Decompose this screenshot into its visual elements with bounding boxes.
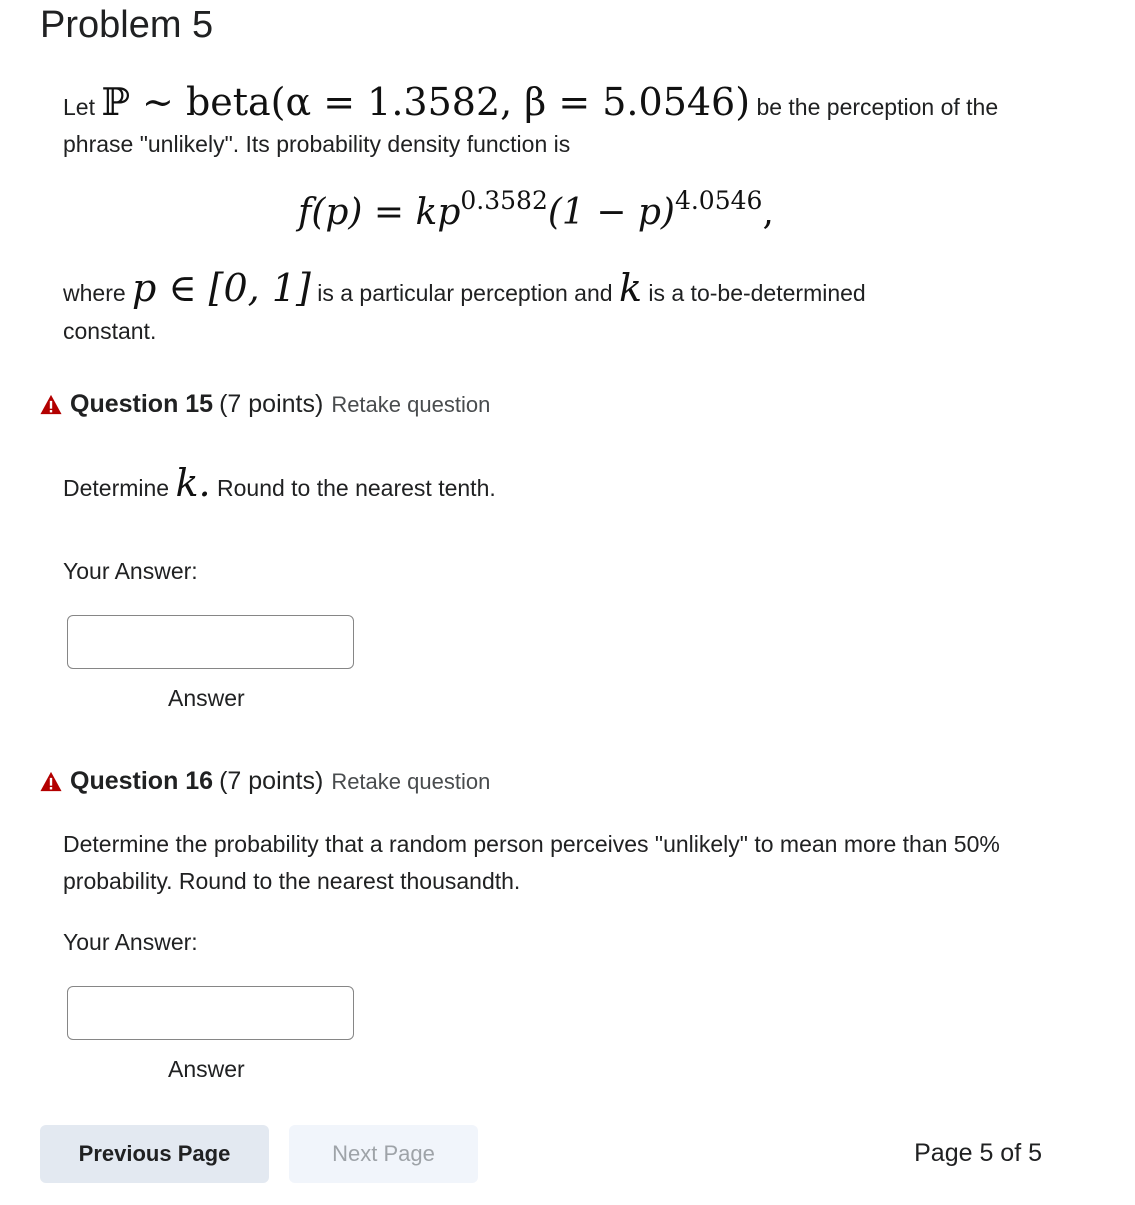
question-16-answer-input[interactable] [67,986,354,1040]
where-rest: is a particular perception and [317,280,613,306]
answer-field-label: Answer [168,1056,245,1082]
question-16-title: Question 16 [70,767,214,795]
question-16-points: (7 points) [219,767,324,795]
formula-lhs: f(p) = kp [298,192,461,233]
k-symbol: k [618,266,642,310]
formula-exponent-2: 4.0546 [674,186,763,215]
problem-where-line [63,266,866,310]
next-page-button[interactable]: Next Page [289,1125,478,1183]
pdf-formula [298,186,774,233]
beta-distribution-math: ℙ ∼ beta(α = 1.3582, β = 5.0546) [101,80,751,124]
answer-field-label: Answer [168,685,245,711]
k-symbol: k. [175,461,211,505]
question-15-points: (7 points) [219,390,324,418]
prompt-pre: Determine [63,475,170,501]
intro-let: Let [63,94,95,120]
page-title: Problem 5 [40,4,214,46]
warning-icon [40,394,62,416]
question-15-answer-input[interactable] [67,615,354,669]
problem-intro-line2: phrase "unlikely". Its probability density function is [63,131,571,157]
prompt-post: Round to the nearest tenth. [217,475,496,501]
question-15-prompt [63,461,1043,507]
where-rest2: is a to-be-determined [648,280,866,306]
question-15-title: Question 15 [70,390,214,418]
formula-tail: , [762,192,774,233]
question-16-header [40,767,490,796]
intro-rest: be the perception of the [756,94,999,120]
formula-mid: (1 − p) [547,192,675,233]
problem-constant-line: constant. [63,318,157,344]
where-text: where [63,280,126,306]
page-indicator: Page 5 of 5 [914,1139,1042,1167]
your-answer-label: Your Answer: [63,558,198,584]
problem-intro-line [63,80,998,124]
warning-icon [40,771,62,793]
question-15-header [40,390,490,419]
formula-exponent-1: 0.3582 [460,186,548,215]
question-16-prompt: Determine the probability that a random person perceives "unlikely" to mean more than 50% probability. Round to the nearest thousandth. [63,831,1000,894]
your-answer-label: Your Answer: [63,929,198,955]
retake-question-15-link[interactable]: Retake question [331,391,491,417]
p-domain-math: p ∈ [0, 1] [132,266,311,310]
retake-question-16-link[interactable]: Retake question [331,768,491,794]
previous-page-button[interactable]: Previous Page [40,1125,269,1183]
